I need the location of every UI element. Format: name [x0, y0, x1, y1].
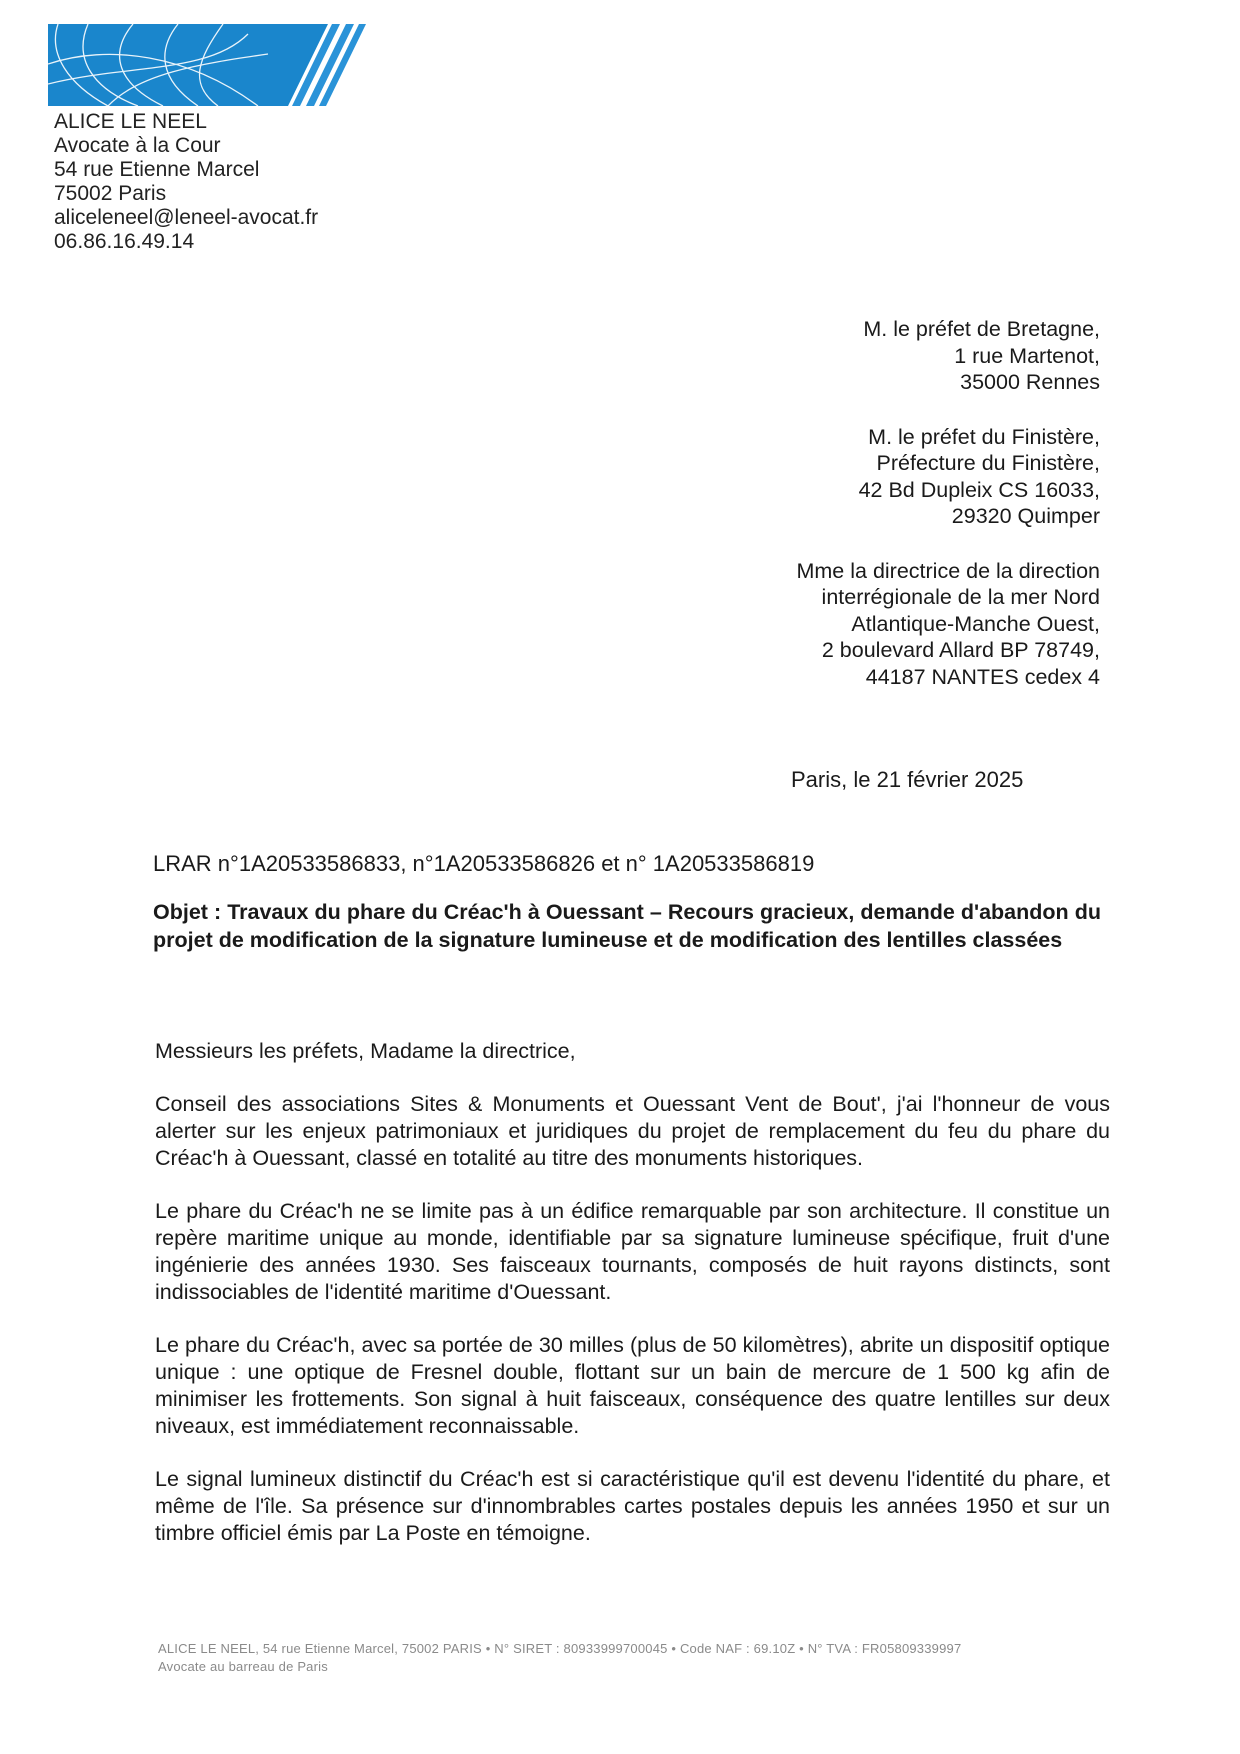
salutation: Messieurs les préfets, Madame la directrice, — [155, 1039, 576, 1063]
recipient-line: Préfecture du Finistère, — [876, 451, 1100, 475]
recipient-line: 44187 NANTES cedex 4 — [865, 664, 1100, 689]
sender-street: 54 rue Etienne Marcel — [54, 158, 260, 181]
recipient-line: 35000 Rennes — [960, 370, 1100, 394]
mail-reference: LRAR n°1A20533586833, n°1A20533586826 et n° 1A20533586819 — [153, 851, 815, 876]
recipient-line: Mme la directrice de la direction — [796, 558, 1100, 583]
recipient-line: Atlantique-Manche Ouest, — [851, 611, 1100, 636]
body-paragraph: Le phare du Créac'h ne se limite pas à un édifice remarquable par son architecture. Il constitue un repère maritime unique au monde, identifiable par sa signature lumineuse spécifique, fruit d'une ingénierie des années 1930. Ses faisceaux tournants, composés de huit rayons distincts, sont indissociables de l'identité maritime d'Ouessant. — [155, 1199, 1110, 1304]
footer-bar-line: Avocate au barreau de Paris — [158, 1659, 328, 1674]
recipient-line: 1 rue Martenot, — [954, 343, 1100, 368]
recipient-line: 42 Bd Dupleix CS 16033, — [858, 477, 1100, 502]
letter-footer — [158, 1640, 961, 1676]
recipient-line: 29320 Quimper — [951, 504, 1100, 528]
footer-legal-line: ALICE LE NEEL, 54 rue Etienne Marcel, 75002 PARIS • N° SIRET : 80933999700045 • Code NAF : 69.10Z • N° TVA : FR05809339997 — [158, 1641, 962, 1656]
sender-phone: 06.86.16.49.14 — [54, 230, 195, 253]
sender-email: aliceleneel@leneel-avocat.fr — [54, 206, 319, 229]
sender-city: 75002 Paris — [54, 182, 167, 205]
body-paragraph: Le phare du Créac'h, avec sa portée de 30 milles (plus de 50 kilomètres), abrite un dispositif optique unique : une optique de Fresnel double, flottant sur un bain de mercure de 1 500 kg afin de minimiser les frottements. Son signal à huit faisceaux, conséquence des quatre lentilles sur deux niveaux, est immédiatement reconnaissable. — [155, 1333, 1110, 1438]
recipient-line: interrégionale de la mer Nord — [821, 585, 1100, 609]
recipient-line: 2 boulevard Allard BP 78749, — [821, 638, 1100, 662]
recipient-directrice-dirm — [796, 558, 1100, 691]
sender-block — [54, 110, 318, 254]
letter-date: Paris, le 21 février 2025 — [791, 767, 1024, 792]
sender-name: ALICE LE NEEL — [54, 110, 207, 133]
body-paragraph: Conseil des associations Sites & Monuments et Ouessant Vent de Bout', j'ai l'honneur de vous alerter sur les enjeux patrimoniaux et juridiques du projet de remplacement du feu du phare du Créac'h à Ouessant, classé en totalité au titre des monuments historiques. — [155, 1092, 1110, 1170]
letter-body — [155, 1038, 1110, 1573]
law-firm-logo-icon — [48, 24, 368, 106]
letter-subject: Objet : Travaux du phare du Créac'h à Ouessant – Recours gracieux, demande d'abandon du projet de modification de la signature lumineuse et de modification des lentilles classées — [153, 900, 1101, 952]
recipient-line: M. le préfet de Bretagne, — [863, 317, 1100, 341]
recipients-block — [796, 316, 1100, 718]
recipient-prefet-finistere — [796, 424, 1100, 530]
sender-title: Avocate à la Cour — [54, 134, 221, 157]
logo-graphic — [48, 24, 368, 106]
recipient-line: M. le préfet du Finistère, — [868, 424, 1100, 449]
recipient-prefet-bretagne — [796, 316, 1100, 396]
body-paragraph: Le signal lumineux distinctif du Créac'h est si caractéristique qu'il est devenu l'identité du phare, et même de l'île. Sa présence sur d'innombrables cartes postales depuis les années 1950 et sur un timbre officiel émis par La Poste en témoigne. — [155, 1467, 1110, 1545]
